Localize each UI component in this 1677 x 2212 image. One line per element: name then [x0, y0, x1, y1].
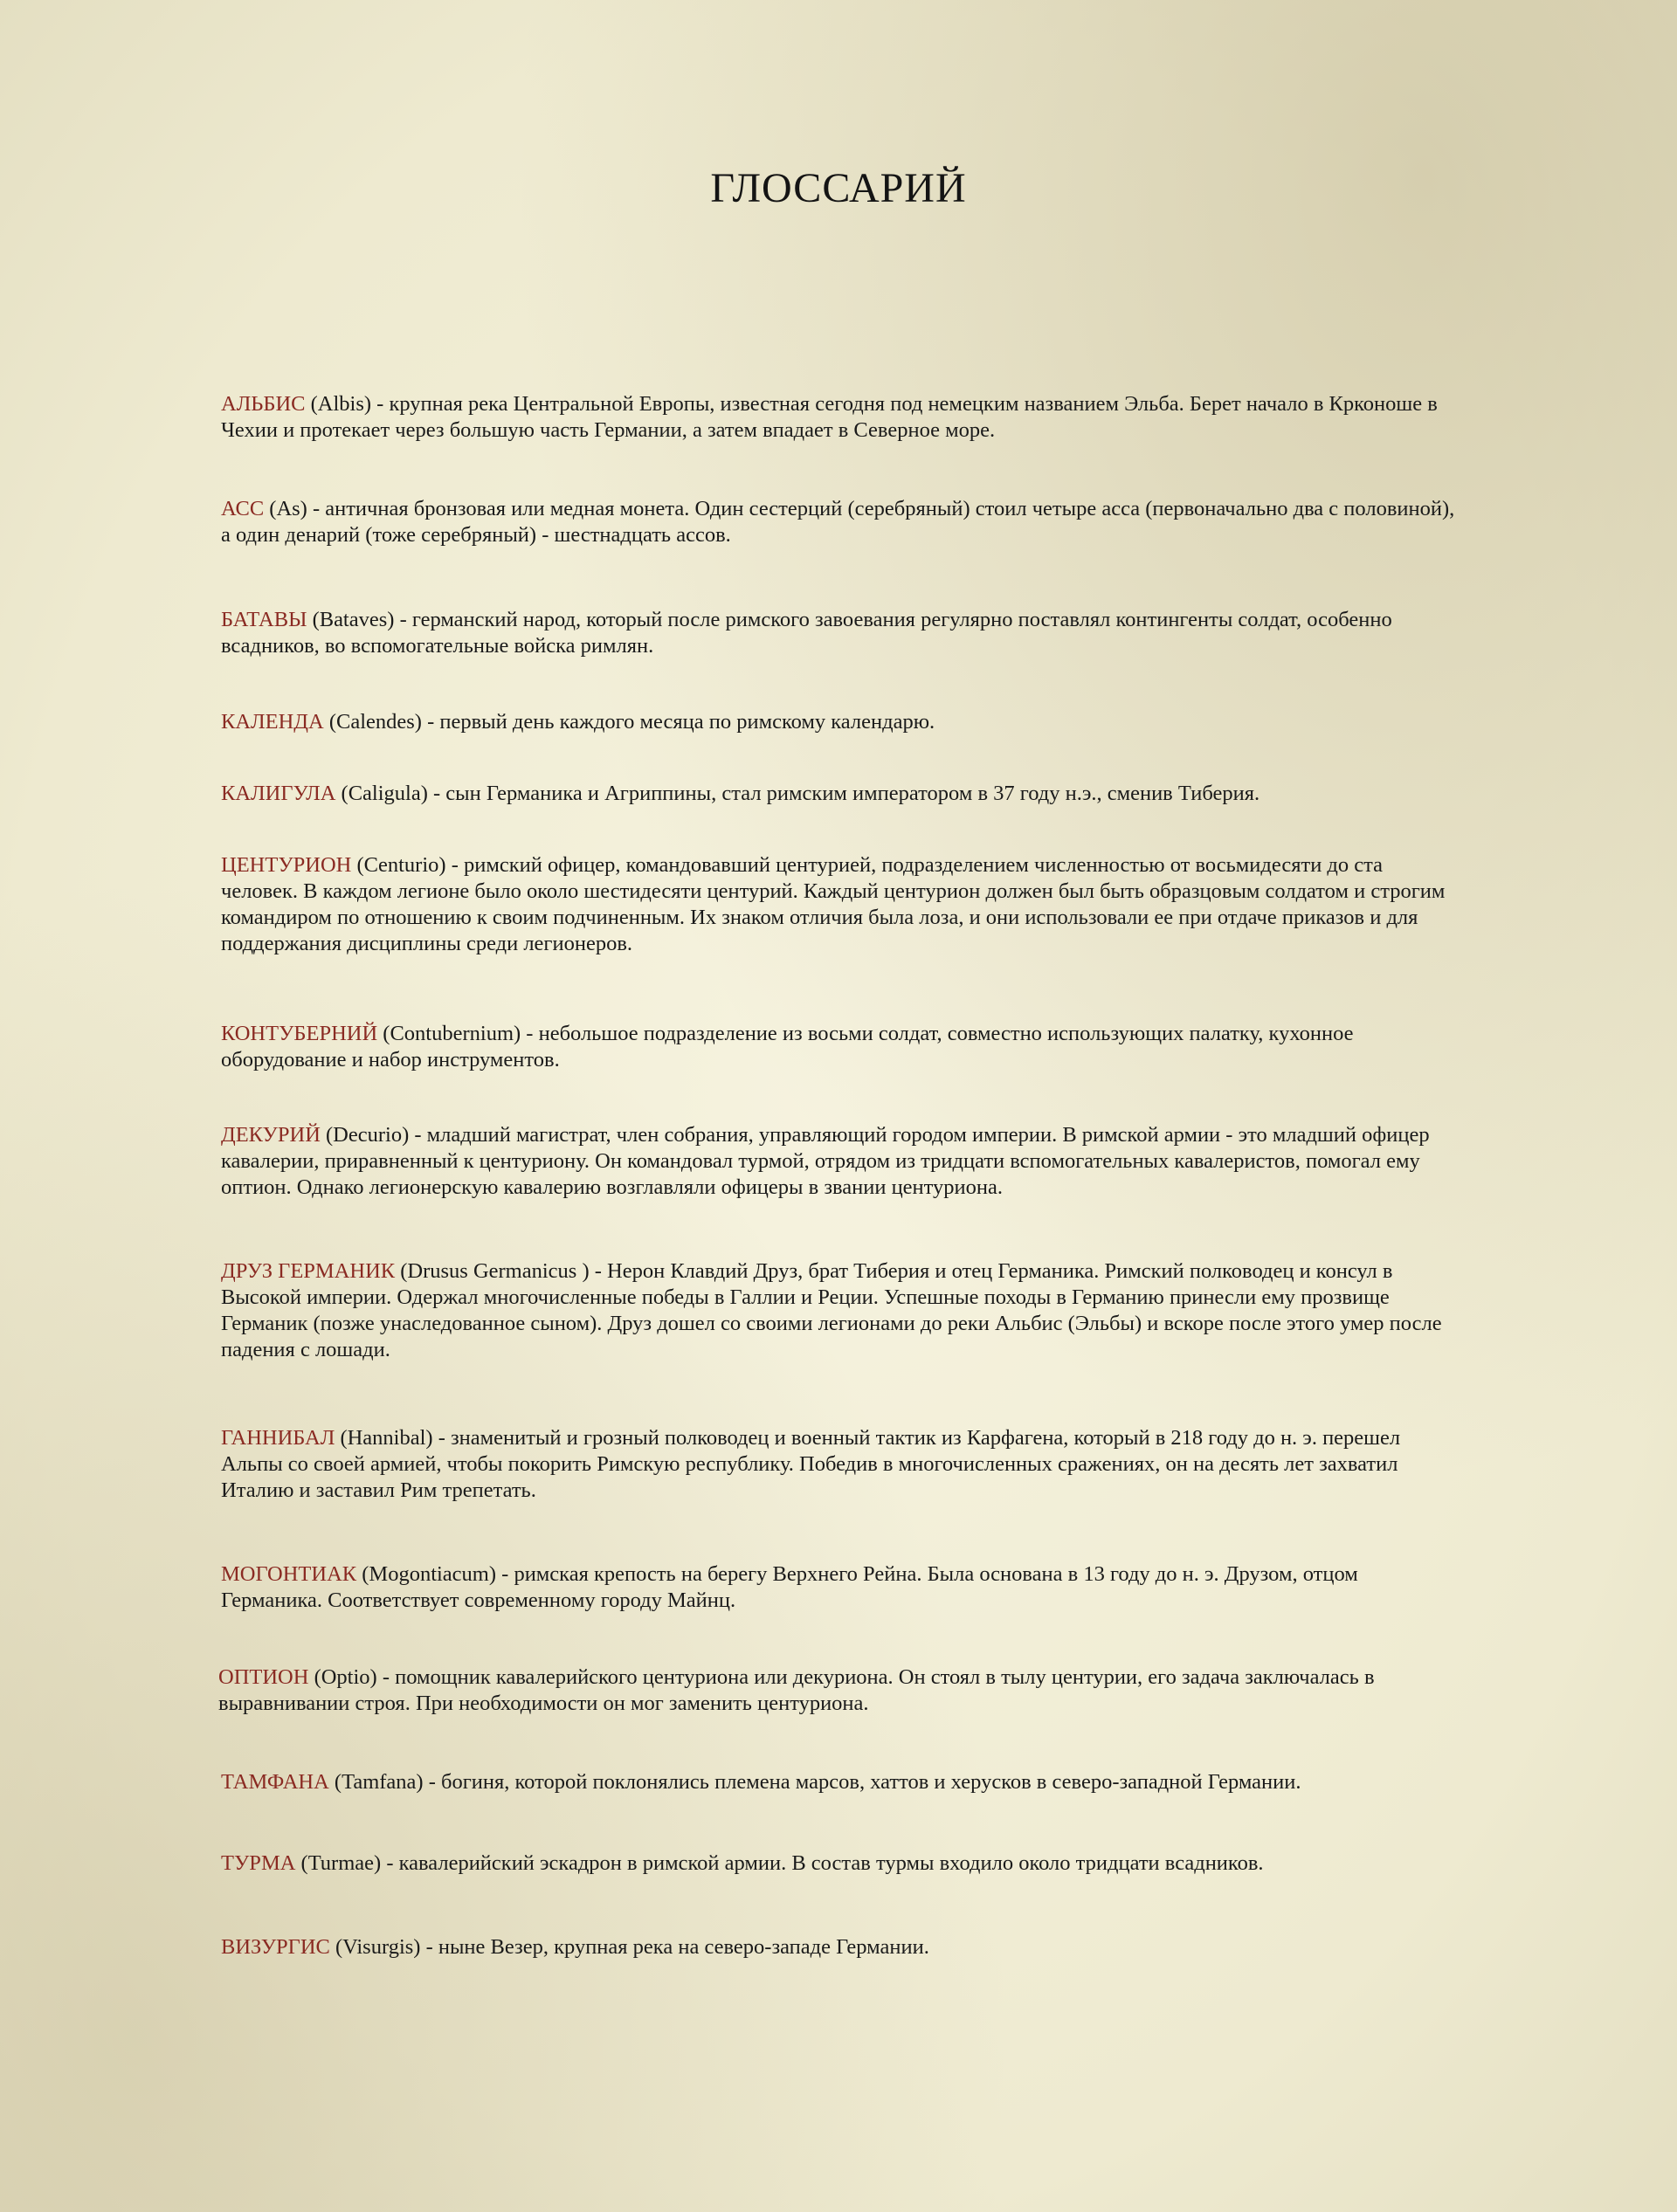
entry-definition: - крупная река Центральной Европы, известная сегодня под немецким названием Эльба. Берет начало в Крконоше в Чехии и протекает через большую часть Германии, а затем впадает в Северное море. [221, 392, 1438, 442]
entry-latin: (Mogontiacum) [362, 1562, 497, 1586]
entry-definition: - знаменитый и грозный полководец и военный тактик из Карфагена, который в 218 году до н. э. перешел Альпы со своей армией, чтобы покорить Римскую республику. Победив в многочисленных сражениях, он на десять лет захватил Италию и заставил Рим трепетать. [221, 1426, 1401, 1502]
entry-latin: (Albis) [310, 392, 372, 416]
entry-term: АСС [221, 497, 265, 520]
entry-definition: - сын Германика и Агриппины, стал римским императором в 37 году н.э., сменив Тиберия. [427, 782, 1260, 805]
entry-definition: - германский народ, который после римского завоевания регулярно поставлял контингенты солдат, особенно всадников, во вспомогательные войска римлян. [221, 608, 1392, 658]
entry-definition: - младший магистрат, член собрания, управляющий городом империи. В римской армии - это младший офицер кавалерии, приравненный к центуриону. Он командовал турмой, отрядом из тридцати вспомогательных кавалеристов, помогал ему оптион. Однако легионерскую кавалерию возглавляли офицеры в звании центуриона. [221, 1123, 1430, 1199]
entry-definition: - первый день каждого месяца по римскому календарю. [421, 710, 935, 734]
entry-term: КАЛИГУЛА [221, 782, 336, 805]
entry-term: ВИЗУРГИС [221, 1935, 330, 1959]
entry-term: БАТАВЫ [221, 608, 307, 631]
entry-term: ТАМФАНА [221, 1770, 329, 1794]
entry-latin: (Optio) [314, 1665, 377, 1689]
entry-definition: - римская крепость на берегу Верхнего Рейна. Была основана в 13 году до н. э. Друзом, отцом Германика. Соответствует современному городу Майнц. [221, 1562, 1358, 1612]
entry-latin: (Tamfana) [334, 1770, 424, 1794]
entry-term: КОНТУБЕРНИЙ [221, 1022, 378, 1045]
entry-term: МОГОНТИАК [221, 1562, 357, 1586]
entry-term: ОПТИОН [218, 1665, 309, 1689]
glossary-entry-mogontiacum [221, 1561, 1461, 1614]
glossary-entry-caligula [221, 781, 1461, 807]
entry-latin: (Drusus Germanicus ) [400, 1259, 590, 1283]
entry-definition: - помощник кавалерийского центуриона или декуриона. Он стоял в тылу центурии, его задача заключалась в выравнивании строя. При необходимости он мог заменить центуриона. [218, 1665, 1375, 1715]
entry-definition: - античная бронзовая или медная монета. Один сестерций (серебряный) стоил четыре асса (первоначально два с половиной), а один денарий (тоже серебряный) - шестнадцать ассов. [221, 497, 1455, 547]
entry-latin: (Visurgis) [335, 1935, 421, 1959]
entry-definition: - кавалерийский эскадрон в римской армии. В состав турмы входило около тридцати всадников. [381, 1851, 1264, 1875]
entry-term: ТУРМА [221, 1851, 296, 1875]
glossary-entry-as [221, 496, 1461, 548]
entry-term: КАЛЕНДА [221, 710, 324, 734]
entry-latin: (Hannibal) [340, 1426, 433, 1450]
page-title: ГЛОССАРИЙ [710, 165, 967, 211]
glossary-entry-albis [221, 391, 1461, 444]
entry-latin: (As) [269, 497, 307, 520]
glossary-entry-turmae [221, 1850, 1461, 1877]
entry-definition: - богиня, которой поклонялись племена марсов, хаттов и херусков в северо-западной Германии. [423, 1770, 1301, 1794]
glossary-entry-contubernium [221, 1021, 1461, 1073]
entry-latin: (Contubernium) [383, 1022, 521, 1045]
entry-latin: (Decurio) [326, 1123, 410, 1147]
entry-definition: - ныне Везер, крупная река на северо-западе Германии. [420, 1935, 929, 1959]
glossary-entry-hannibal [221, 1425, 1461, 1504]
entry-latin: (Caligula) [341, 782, 428, 805]
entry-definition: - Нерон Клавдий Друз, брат Тиберия и отец Германика. Римский полководец и консул в Высокой империи. Одержал многочисленные победы в Галлии и Реции. Успешные походы в Германию принесли ему прозвище Германик (позже унаследованное сыном). Друз дошел со своими легионами до реки Альбис (Эльбы) и вскоре после этого умер после падения с лошади. [221, 1259, 1442, 1361]
entry-term: ГАННИБАЛ [221, 1426, 335, 1450]
glossary-entry-calendes [221, 709, 1461, 735]
entry-latin: (Turmae) [300, 1851, 382, 1875]
entry-term: ДЕКУРИЙ [221, 1123, 321, 1147]
glossary-entry-visurgis [221, 1934, 1461, 1960]
glossary-entry-decurio [221, 1122, 1461, 1201]
entry-latin: (Centurio) [356, 853, 446, 877]
glossary-entry-optio [218, 1664, 1459, 1717]
glossary-entry-bataves [221, 607, 1461, 659]
entry-term: ЦЕНТУРИОН [221, 853, 352, 877]
entry-latin: (Calendes) [328, 710, 422, 734]
entry-definition: - римский офицер, командовавший центурией, подразделением численностью от восьмидесяти до ста человек. В каждом легионе было около шестидесяти центурий. Каждый центурион должен был быть образцовым солдатом и строгим командиром по отношению к своим подчиненным. Их знаком отличия была лоза, и они использовали ее при отдаче приказов и для поддержания дисциплины среди легионеров. [221, 853, 1446, 955]
entry-definition: - небольшое подразделение из восьми солдат, совместно использующих палатку, кухонное оборудование и набор инструментов. [221, 1022, 1354, 1072]
glossary-entry-tamfana [221, 1769, 1461, 1795]
glossary-entry-drusus [221, 1258, 1461, 1363]
entry-term: ДРУЗ ГЕРМАНИК [221, 1259, 396, 1283]
entry-term: АЛЬБИС [221, 392, 306, 416]
entry-latin: (Bataves) [312, 608, 395, 631]
glossary-entry-centurio [221, 852, 1461, 957]
